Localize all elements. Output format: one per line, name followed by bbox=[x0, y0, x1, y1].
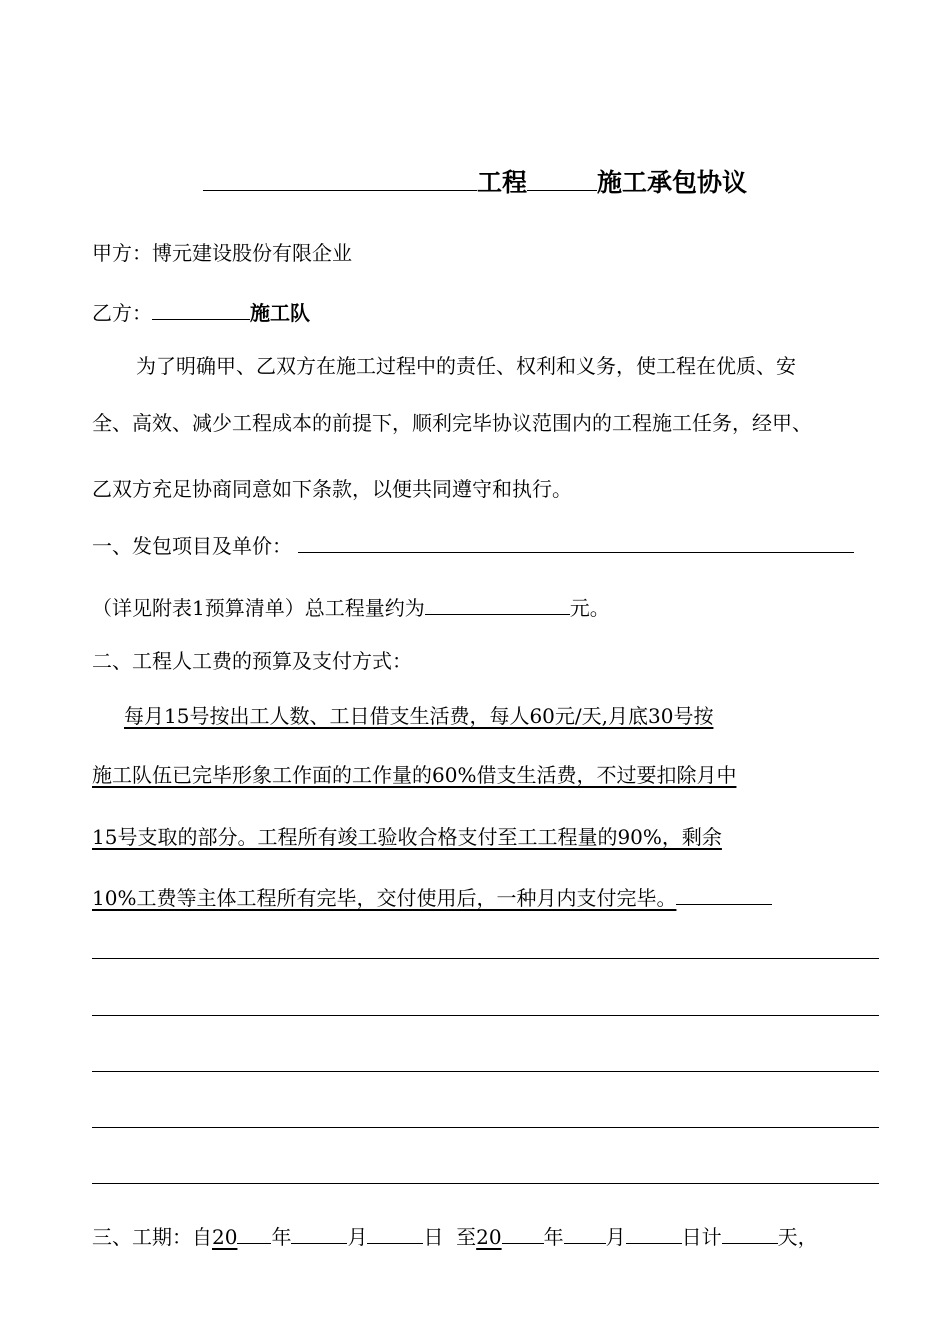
intro-line-2: 全、高效、减少工程成本的前提下，顺利完毕协议范围内的工程施工任务，经甲、 bbox=[92, 411, 812, 435]
title-part2: 施工承包协议 bbox=[597, 168, 748, 197]
start-year-blank[interactable] bbox=[237, 1221, 271, 1244]
end-month-unit: 月 bbox=[605, 1225, 626, 1249]
start-month-blank[interactable] bbox=[291, 1221, 347, 1244]
section2-line-4-text: 10%工费等主体工程所有完毕，交付使用后，一种月内支付完毕。 bbox=[92, 886, 677, 910]
section1-items-blank[interactable] bbox=[298, 530, 854, 553]
section1-heading bbox=[92, 530, 854, 559]
section3-period bbox=[92, 1221, 818, 1250]
start-year-unit: 年 bbox=[271, 1225, 292, 1249]
section2-line-2: 施工队伍已完毕形象工作面的工作量的60%借支生活费，不过要扣除月中 bbox=[92, 763, 737, 787]
section2-line-4-tail bbox=[676, 882, 772, 905]
party-b-name: 施工队 bbox=[250, 301, 310, 325]
intro-line-3: 乙双方充足协商同意如下条款，以便共同遵守和执行。 bbox=[92, 477, 572, 501]
blank-rule-5[interactable] bbox=[92, 1183, 879, 1184]
section2-line-3: 15号支取的部分。工程所有竣工验收合格支付至工工程量的90%，剩余 bbox=[92, 825, 722, 849]
start-year-prefix: 20 bbox=[212, 1225, 238, 1249]
section2-line-1: 每月15号按出工人数、工日借支生活费，每人60元/天,月底30号按 bbox=[124, 704, 714, 728]
start-month-unit: 月 bbox=[347, 1225, 368, 1249]
title-part1: 工程 bbox=[477, 168, 528, 197]
section3-label: 三、工期：自 bbox=[92, 1225, 212, 1249]
blank-rule-3[interactable] bbox=[92, 1071, 879, 1072]
section1-detail-prefix: （详见附表1预算清单）总工程量约为 bbox=[92, 596, 425, 620]
total-days-blank[interactable] bbox=[722, 1221, 778, 1244]
blank-rule-2[interactable] bbox=[92, 1015, 879, 1016]
start-day-unit: 日 bbox=[423, 1225, 444, 1249]
intro-line-1: 为了明确甲、乙双方在施工过程中的责任、权利和义务，使工程在优质、安 bbox=[136, 354, 796, 378]
blank-rule-4[interactable] bbox=[92, 1127, 879, 1128]
section2-line-4 bbox=[92, 882, 772, 911]
end-month-blank[interactable] bbox=[564, 1221, 606, 1244]
days-unit: 天， bbox=[777, 1225, 818, 1249]
party-b-label: 乙方： bbox=[92, 301, 152, 325]
party-b-line bbox=[92, 297, 310, 326]
party-a-label: 甲方： bbox=[92, 241, 152, 265]
start-day-blank[interactable] bbox=[367, 1221, 423, 1244]
end-day-blank[interactable] bbox=[626, 1221, 682, 1244]
end-year-prefix: 20 bbox=[476, 1225, 502, 1249]
document-title bbox=[203, 168, 747, 196]
to-label: 至 bbox=[456, 1225, 477, 1249]
project-name-blank[interactable] bbox=[203, 168, 477, 191]
section1-detail-suffix: 元。 bbox=[569, 596, 610, 620]
section1-detail bbox=[92, 592, 610, 621]
party-b-name-blank[interactable] bbox=[152, 297, 250, 320]
total-label: 日计 bbox=[681, 1225, 722, 1249]
blank-rule-1[interactable] bbox=[92, 958, 879, 959]
total-amount-blank[interactable] bbox=[425, 592, 570, 615]
party-a-name: 博元建设股份有限企业 bbox=[152, 241, 352, 265]
end-year-blank[interactable] bbox=[502, 1221, 544, 1244]
title-type-blank[interactable] bbox=[527, 168, 597, 191]
section1-label: 一、发包项目及单价： bbox=[92, 534, 292, 558]
end-year-unit: 年 bbox=[543, 1225, 564, 1249]
section2-heading: 二、工程人工费的预算及支付方式： bbox=[92, 649, 412, 673]
party-a-line bbox=[92, 240, 352, 266]
